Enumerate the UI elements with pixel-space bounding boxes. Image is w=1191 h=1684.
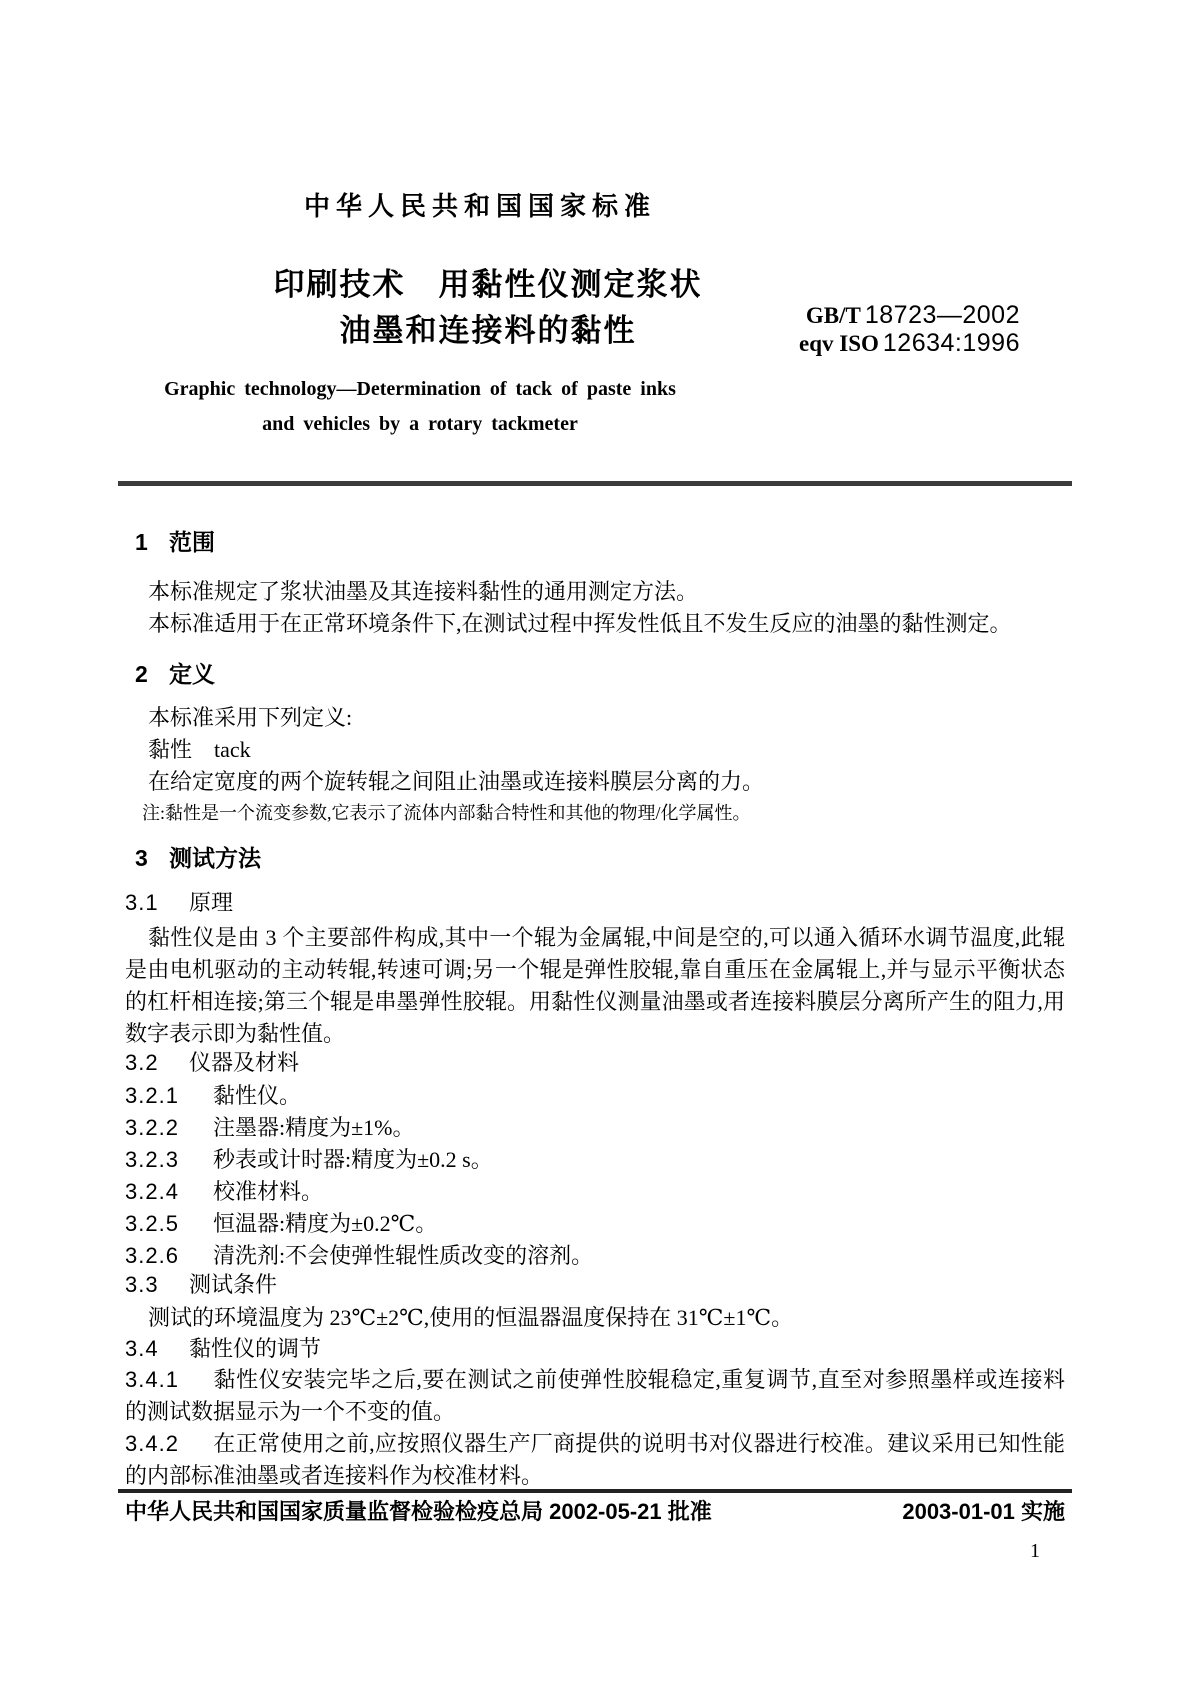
section-number: 2 [135, 661, 148, 687]
item-number: 3.2.4 [125, 1179, 179, 1204]
subsection-number: 3.2 [125, 1050, 159, 1075]
section-heading-test-method [125, 844, 1065, 872]
page-number: 1 [1030, 1540, 1040, 1562]
document-title-en [164, 372, 676, 442]
apparatus-item [125, 1240, 1065, 1272]
principle-paragraph: 黏性仪是由 3 个主要部件构成,其中一个辊为金属辊,中间是空的,可以通入循环水调节温度,此辊是由电机驱动的主动转辊,转速可调;另一个辊是弹性胶辊,靠自重压在金属辊上,并与显示平衡状态的杠杆相连接;第三个辊是串墨弹性胶辊。用黏性仪测量油墨或者连接料膜层分离所产生的阻力,用数字表示即为黏性值。 [125, 925, 1065, 1046]
section-heading-scope [125, 528, 1065, 556]
apparatus-item [125, 1176, 1065, 1208]
item-text: 恒温器:精度为±0.2℃。 [213, 1211, 438, 1236]
item-text: 校准材料。 [213, 1179, 324, 1204]
subsection-heading-test-conditions [125, 1272, 1065, 1298]
subsection-title: 原理 [189, 890, 234, 915]
national-standard-header: 中华人民共和国国家标准 [303, 191, 657, 221]
item-number: 3.4.2 [125, 1431, 179, 1456]
scope-paragraph-2: 本标准适用于在正常环境条件下,在测试过程中挥发性低且不发生反应的油墨的黏性测定。 [148, 611, 1012, 636]
subsection-number: 3.1 [125, 890, 159, 915]
item-text: 清洗剂:不会使弹性辊性质改变的溶剂。 [213, 1243, 594, 1268]
iso-equivalence-code [799, 331, 1020, 359]
subsection-number: 3.4 [125, 1336, 159, 1361]
item-text: 注墨器:精度为±1%。 [213, 1115, 415, 1140]
english-title-line1: Graphic technology—Determination of tack of paste inks [164, 378, 676, 400]
definitions-intro: 本标准采用下列定义: [148, 705, 353, 730]
definition-note: 注:黏性是一个流变参数,它表示了流体内部黏合特性和其他的物理/化学属性。 [142, 803, 751, 823]
iso-code-prefix: eqv ISO [799, 331, 879, 356]
section-title: 范围 [169, 529, 215, 555]
section-number: 1 [135, 529, 148, 555]
item-number: 3.2.2 [125, 1115, 179, 1140]
section-title: 定义 [169, 661, 215, 687]
scope-paragraphs [125, 576, 1065, 640]
gb-code-prefix: GB/T [805, 303, 861, 328]
section-title: 测试方法 [169, 845, 261, 871]
standard-codes [799, 303, 1020, 359]
definition-text: 在给定宽度的两个旋转辊之间阻止油墨或连接料膜层分离的力。 [148, 769, 765, 794]
subsection-heading-apparatus [125, 1050, 1065, 1076]
apparatus-item [125, 1112, 1065, 1144]
scope-paragraph-1: 本标准规定了浆状油墨及其连接料黏性的通用测定方法。 [148, 579, 699, 604]
implementation-date: 2003-01-01 实施 [902, 1499, 1065, 1524]
item-text: 秒表或计时器:精度为±0.2 s。 [213, 1147, 493, 1172]
english-title-line2: and vehicles by a rotary tackmeter [262, 413, 578, 435]
iso-code-number: 12634:1996 [882, 329, 1020, 357]
item-number: 3.2.5 [125, 1211, 179, 1236]
footer [125, 1499, 1065, 1525]
document-title-line1: 印刷技术 用黏性仪测定浆状 [273, 267, 703, 302]
definitions-lines [125, 702, 1065, 798]
approval-statement: 中华人民共和国国家质量监督检验检疫总局 2002-05-21 批准 [125, 1499, 712, 1524]
apparatus-item [125, 1208, 1065, 1240]
gb-standard-code [799, 303, 1020, 331]
gb-code-number: 18723—2002 [864, 301, 1020, 329]
item-number: 3.2.6 [125, 1243, 179, 1268]
adjustment-item [125, 1428, 1065, 1492]
subsection-number: 3.3 [125, 1272, 159, 1297]
item-number: 3.2.3 [125, 1147, 179, 1172]
apparatus-item [125, 1144, 1065, 1176]
section-heading-definitions [125, 660, 1065, 688]
item-number: 3.4.1 [125, 1367, 179, 1392]
footer-divider-rule [118, 1489, 1072, 1493]
adjustment-item [125, 1364, 1065, 1428]
document-title-zh [274, 262, 703, 354]
subsection-heading-principle [125, 890, 1065, 916]
subsection-title: 测试条件 [189, 1272, 278, 1297]
definition-term: 黏性 tack [148, 737, 251, 762]
item-text: 在正常使用之前,应按照仪器生产厂商提供的说明书对仪器进行校准。建议采用已知性能的内部标准油墨或者连接料作为校准材料。 [125, 1431, 1065, 1488]
subsection-heading-adjustment [125, 1336, 1065, 1362]
apparatus-item [125, 1080, 1065, 1112]
subsection-title: 黏性仪的调节 [189, 1336, 322, 1361]
item-text: 黏性仪安装完毕之后,要在测试之前使弹性胶辊稳定,重复调节,直至对参照墨样或连接料的测试数据显示为一个不变的值。 [125, 1367, 1065, 1424]
apparatus-items [125, 1080, 1065, 1272]
item-number: 3.2.1 [125, 1083, 179, 1108]
section-number: 3 [135, 845, 148, 871]
test-conditions-paragraph: 测试的环境温度为 23℃±2℃,使用的恒温器温度保持在 31℃±1℃。 [148, 1305, 794, 1330]
document-body [125, 486, 1065, 1492]
subsection-title: 仪器及材料 [189, 1050, 300, 1075]
document-title-line2: 油墨和连接料的黏性 [339, 313, 637, 348]
item-text: 黏性仪。 [213, 1083, 302, 1108]
